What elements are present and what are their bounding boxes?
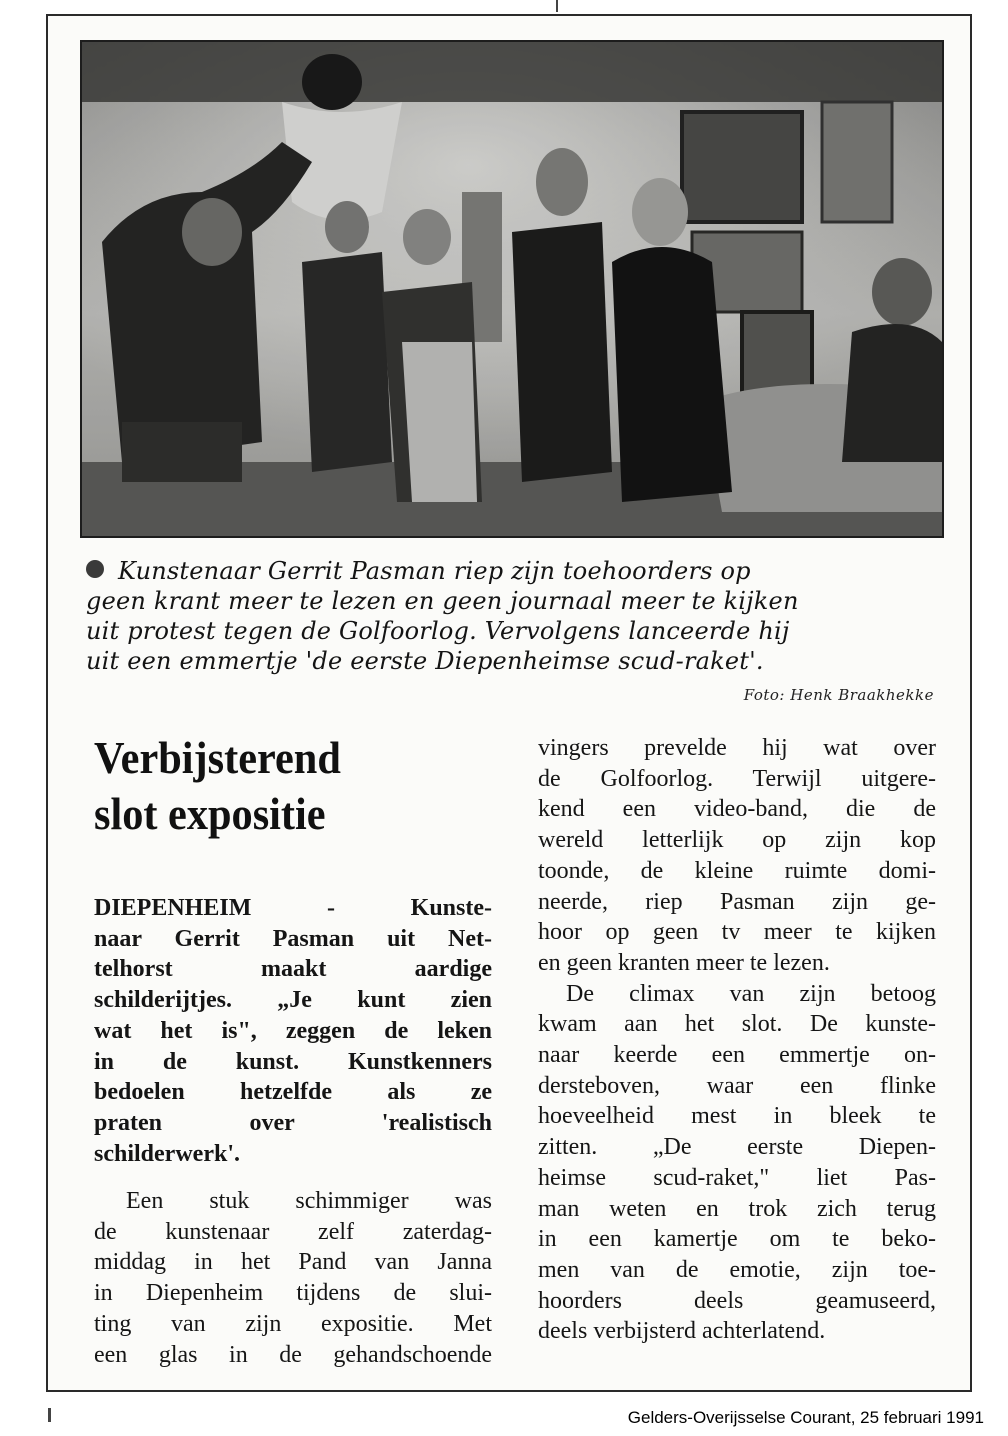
lead-line: telhorst maakt aardige [94, 956, 492, 983]
body-line: deels verbijsterd achterlatend. [538, 1318, 826, 1345]
source-citation: Gelders-Overijsselse Courant, 25 februari 1991 [627, 1408, 984, 1427]
body-line: neerde, riep Pasman zijn ge- [538, 888, 936, 915]
lead-line: schilderwerk'. [94, 1140, 240, 1167]
body-line: een glas in de gehandschoende [94, 1341, 492, 1368]
body-line: toonde, de kleine ruimte domi- [538, 857, 936, 884]
body-line: hoeveelheid mest in bleek te [538, 1103, 936, 1130]
article-headline [94, 730, 462, 842]
lead-line: naar Gerrit Pasman uit Net- [94, 925, 492, 952]
bullet-icon [86, 560, 104, 578]
article-body-left [94, 1186, 492, 1370]
lead-line: in de kunst. Kunstkenners [94, 1048, 492, 1075]
body-line: De climax van zijn betoog [566, 980, 936, 1007]
caption-line: uit protest tegen de Golfoorlog. Vervolgens lanceerde hij [86, 617, 790, 645]
news-photo [80, 40, 944, 538]
body-line: man weten en trok zich terug [538, 1195, 936, 1222]
photo-credit: Foto: Henk Braakhekke [743, 686, 934, 704]
body-line: dersteboven, waar een flinke [538, 1072, 936, 1099]
body-line: naar keerde een emmertje on- [538, 1042, 936, 1069]
lead-line: wat het is", zeggen de leken [94, 1017, 492, 1044]
body-line: hoorders deels geamuseerd, [538, 1287, 936, 1314]
body-line: ting van zijn expositie. Met [94, 1310, 492, 1337]
body-line: zitten. „De eerste Diepen- [538, 1134, 936, 1161]
lead-line: DIEPENHEIM - Kunste- [94, 895, 492, 921]
body-line: kwam aan het slot. De kunste- [538, 1011, 936, 1038]
body-line: Een stuk schimmiger was [126, 1188, 492, 1214]
body-line: wereld letterlijk op zijn kop [538, 827, 936, 854]
body-line: middag in het Pand van Janna [94, 1249, 492, 1276]
body-line: hoor op geen tv meer te kijken [538, 919, 936, 946]
caption-line: geen krant meer te lezen en geen journaal meer te kijken [86, 587, 799, 615]
scan-mark-top [556, 0, 558, 12]
body-line: kend een video-band, die de [538, 796, 936, 823]
body-line: vingers prevelde hij wat over [538, 735, 936, 761]
lead-line: praten over 'realistisch [94, 1109, 492, 1136]
lead-line: schilderijtjes. „Je kunt zien [94, 987, 492, 1014]
body-line: heimse scud-raket," liet Pas- [538, 1164, 936, 1191]
body-line: en geen kranten meer te lezen. [538, 949, 830, 976]
photo-caption [86, 556, 932, 676]
body-line: men van de emotie, zijn toe- [538, 1256, 936, 1283]
caption-line: Kunstenaar Gerrit Pasman riep zijn toehoorders op [86, 556, 932, 586]
caption-line: uit een emmertje 'de eerste Diepenheimse scud-raket'. [86, 647, 764, 675]
body-line: in een kamertje om te beko- [538, 1226, 936, 1253]
article-lead [94, 893, 492, 1169]
headline-line-2: slot expositie [94, 788, 326, 839]
scan-mark-bottom [48, 1408, 51, 1422]
body-line: in Diepenheim tijdens de slui- [94, 1280, 492, 1307]
body-line: de kunstenaar zelf zaterdag- [94, 1218, 492, 1245]
headline-line-1: Verbijsterend [94, 732, 341, 783]
article-body-right [538, 733, 936, 1347]
lead-line: bedoelen hetzelfde als ze [94, 1079, 492, 1106]
news-photo-image [82, 42, 942, 536]
body-line: de Golfoorlog. Terwijl uitgere- [538, 765, 936, 792]
